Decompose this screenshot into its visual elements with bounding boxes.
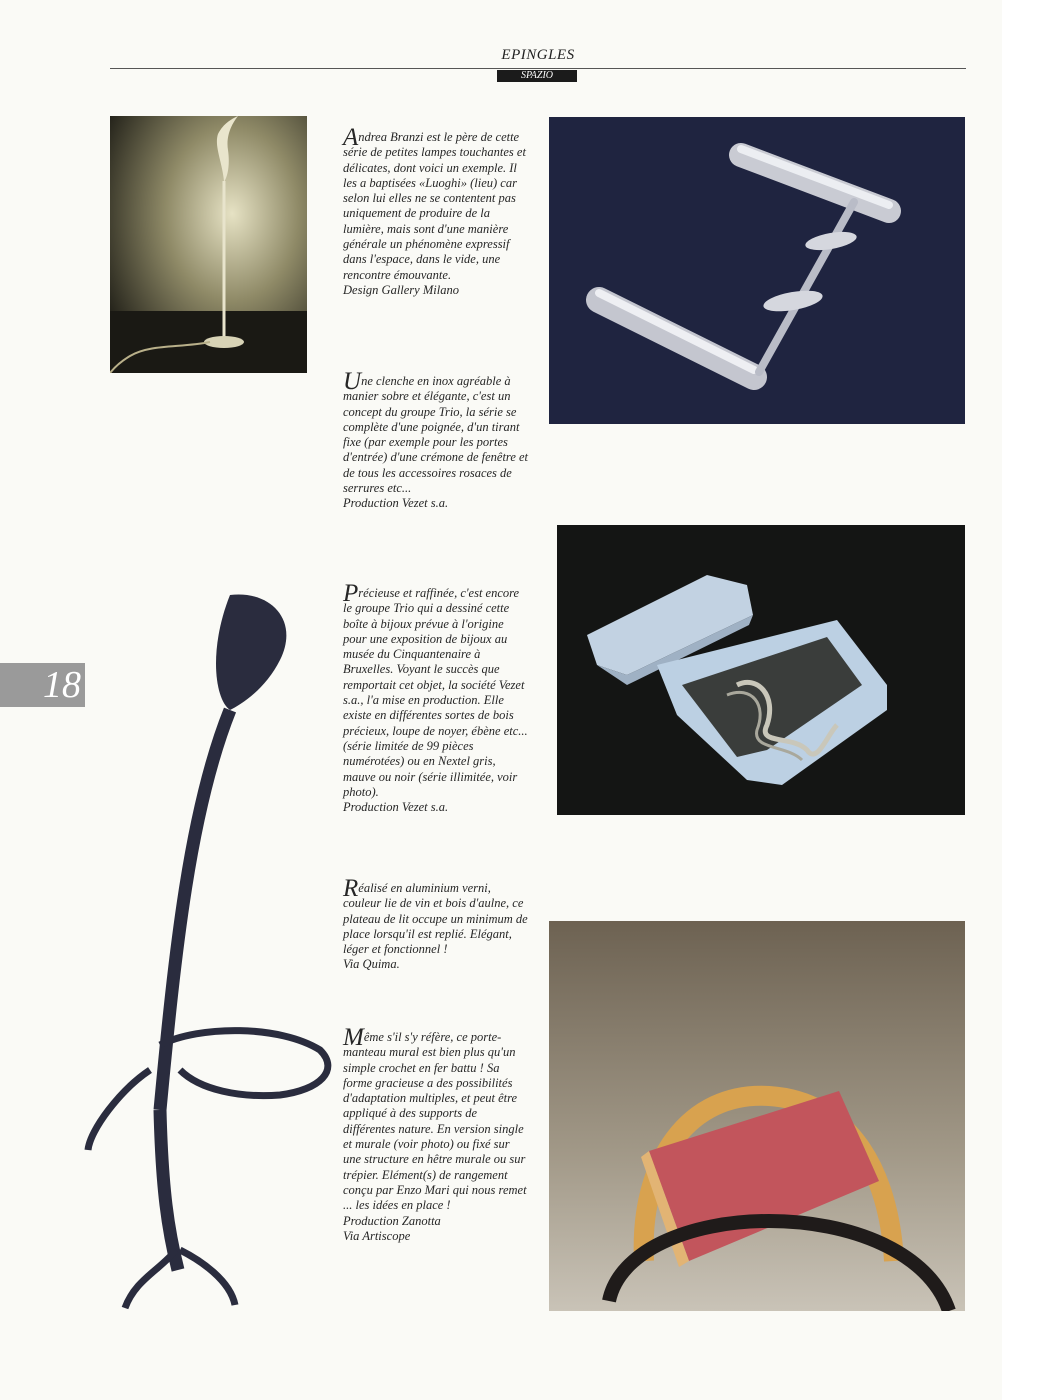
- page-edge: [1002, 0, 1050, 1400]
- lamp-photo: [110, 116, 307, 373]
- article-credit: Via Quima.: [343, 957, 400, 972]
- article-bed-tray: [343, 875, 528, 973]
- dropcap: R: [343, 875, 359, 902]
- article-handle: [343, 368, 529, 512]
- article-text: récieuse et raffinée, c'est encore le groupe Trio qui a dessiné cette boîte à bijoux prévue à l'origine pour une exposition de bijoux au musée du Cinquantenaire à Bruxelles. Voyant le succès que remportait cet objet, la société Vezet s.a., l'a mise en production. Elle existe en différentes sortes de bois précieux, loupe de noyer, ébène etc... (série limitée de 99 pièces numérotées) ou en Nextel gris, mauve ou noir (série illimitée, voir photo).: [343, 586, 528, 799]
- dropcap: M: [343, 1024, 364, 1051]
- section-title: EPINGLES: [501, 47, 575, 63]
- page-number: 18: [0, 663, 85, 707]
- jewellery-box-photo: [557, 525, 965, 815]
- dropcap: A: [343, 124, 359, 151]
- article-credit: Production Vezet s.a.: [343, 800, 449, 815]
- dropcap: P: [343, 580, 359, 607]
- article-credit: Production Zanotta: [343, 1213, 441, 1228]
- article-jewellery-box: [343, 580, 528, 815]
- article-text: ême s'il s'y réfère, ce porte-manteau mural est bien plus qu'un simple crochet en fer battu ! Sa forme gracieuse a des possibilités d'adaptation multiples, et peut être appliqué à des supports de différentes nature. En version single et murale (voir photo) ou fixé sur une structure en hêtre murale ou sur trépier. Elément(s) de rangement conçu par Enzo Mari qui nous remet ... les idées en place !: [343, 1030, 527, 1213]
- article-coat-hook: [343, 1024, 528, 1244]
- bed-tray-photo: [549, 921, 965, 1311]
- article-credit-secondary: Via Artiscope: [343, 1228, 411, 1243]
- article-credit: Production Vezet s.a.: [343, 496, 449, 511]
- dropcap: U: [343, 368, 362, 395]
- article-text: ndrea Branzi est le père de cette série de petites lampes touchantes et délicates, dont voici un exemple. Il les a baptisées «Luoghi» (lieu) car selon lui elles ne se contentent pas uniquement de produire de la lumière, mais sont d'une manière générale un phénomène expressif dans l'espace, dans le vide, une rencontre émouvante.: [343, 130, 526, 282]
- handle-photo: [549, 117, 965, 424]
- header-rule: [110, 68, 966, 69]
- article-text: éalisé en aluminium verni, couleur lie de vin et bois d'aulne, ce plateau de lit occupe un minimum de place lorsqu'il est replié. Elégant, léger et fonctionnel !: [343, 881, 528, 957]
- article-credit: Design Gallery Milano: [343, 282, 459, 297]
- article-text: ne clenche en inox agréable à manier sobre et élégante, c'est un concept du groupe Trio, la série se complète d'une poignée, d'un tirant fixe (par exemple pour les portes d'entrée) d'une crémone de fenêtre et de tous les accessoires rosaces de serrures etc...: [343, 374, 529, 496]
- coat-hook-photo: [80, 590, 360, 1320]
- article-lamp: [343, 124, 528, 298]
- section-tag: SPAZIO: [497, 70, 577, 82]
